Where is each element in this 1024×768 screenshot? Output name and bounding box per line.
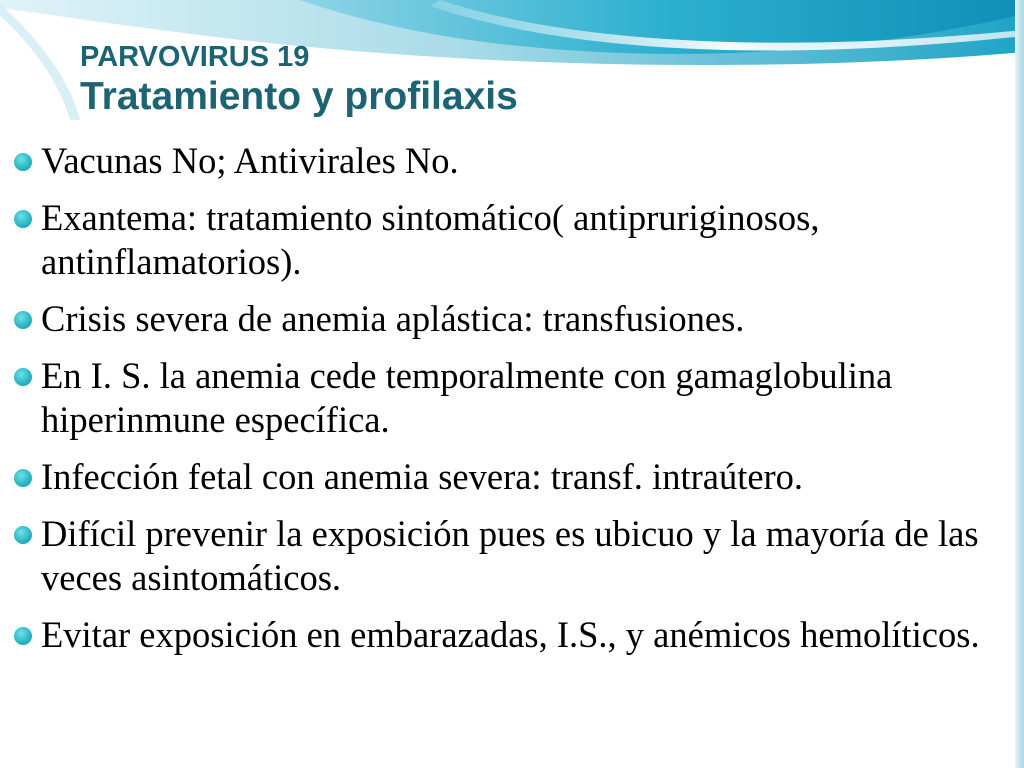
bullet-dot-icon <box>14 311 32 329</box>
bullet-item <box>14 297 1004 341</box>
swoosh-left-tail <box>0 4 80 120</box>
bullet-text: Evitar exposición en embarazadas, I.S., y anémicos hemolíticos. <box>41 614 980 655</box>
bullet-item <box>14 139 1004 183</box>
bullet-item <box>14 455 1004 499</box>
bullet-dot-icon <box>14 627 32 645</box>
bullet-text: Difícil prevenir la exposición pues es ubicuo y la mayoría de las veces asintomáticos. <box>41 513 979 598</box>
right-border-decoration <box>1015 0 1024 768</box>
bullet-list <box>14 139 1004 670</box>
bullet-text: Infección fetal con anemia severa: transf. intraútero. <box>41 456 804 497</box>
bullet-dot-icon <box>14 210 32 228</box>
bullet-dot-icon <box>14 153 32 171</box>
bullet-text: Vacunas No; Antivirales No. <box>41 140 459 181</box>
bullet-text: Exantema: tratamiento sintomático( antipruriginosos, antinflamatorios). <box>41 197 820 282</box>
bullet-text: En I. S. la anemia cede temporalmente con gamaglobulina hiperinmune específica. <box>41 355 893 440</box>
title-line-2: Tratamiento y profilaxis <box>80 75 518 118</box>
bullet-dot-icon <box>14 368 32 386</box>
bullet-dot-icon <box>14 469 32 487</box>
bullet-item <box>14 196 1004 284</box>
bullet-item <box>14 354 1004 442</box>
bullet-item <box>14 512 1004 600</box>
bullet-text: Crisis severa de anemia aplástica: transfusiones. <box>41 298 745 339</box>
title-line-1: PARVOVIRUS 19 <box>80 41 310 73</box>
slide-title <box>80 40 960 120</box>
bullet-dot-icon <box>14 526 32 544</box>
bullet-item <box>14 613 1004 657</box>
